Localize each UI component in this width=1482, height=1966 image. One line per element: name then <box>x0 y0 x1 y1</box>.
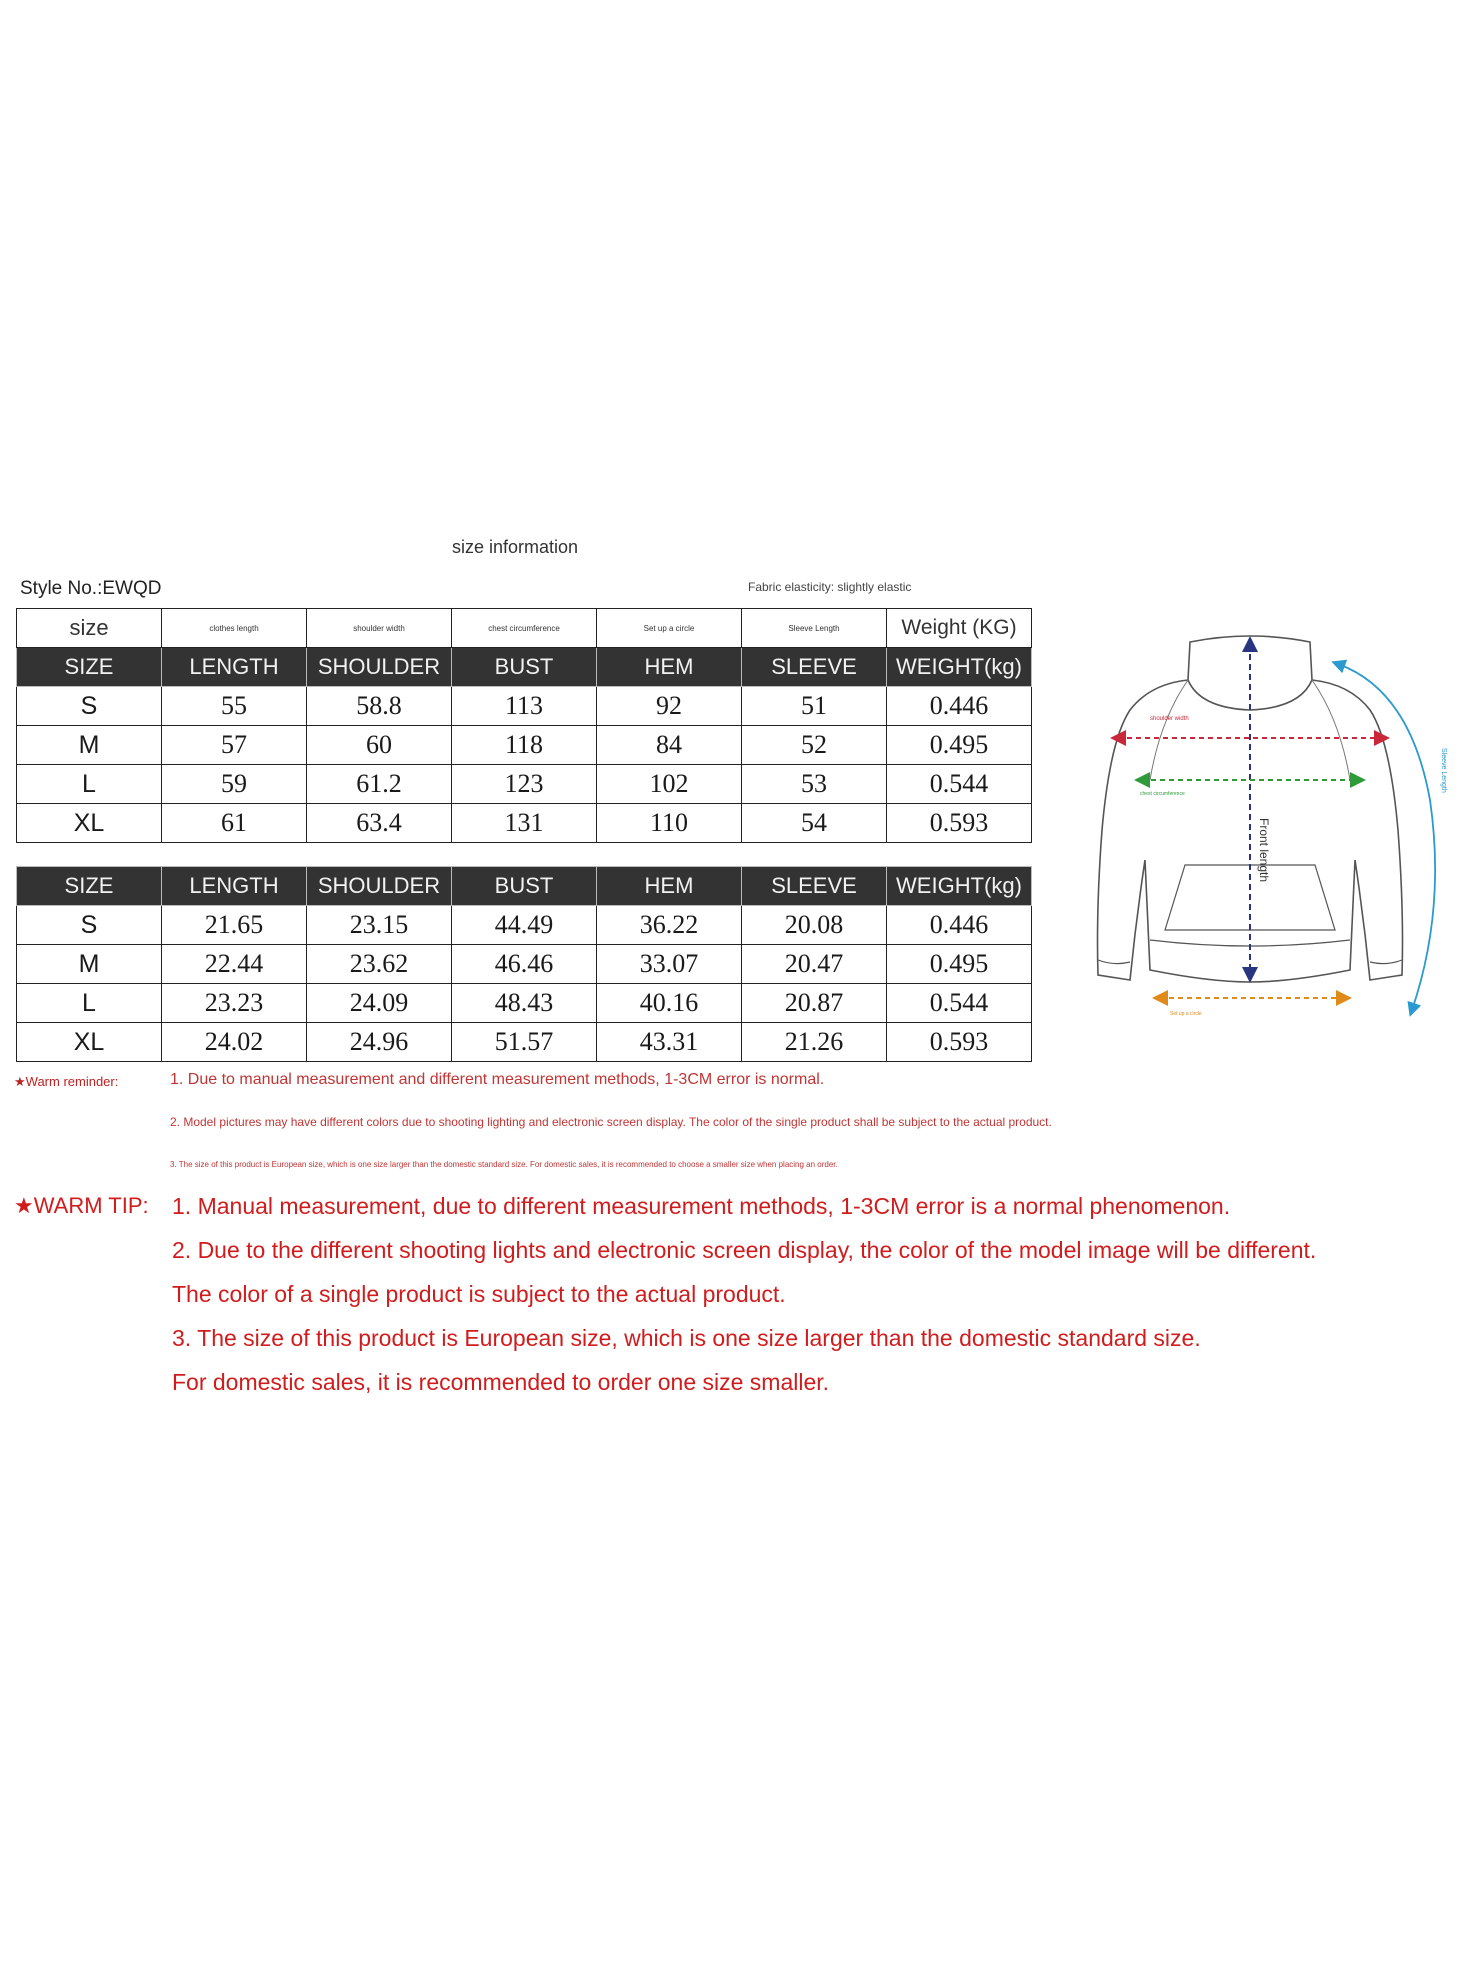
reminder-note-3: 3. The size of this product is European size, which is one size larger than the domestic standard size. For domestic sales, it is recommended to choose a smaller size when placing an order. <box>170 1160 838 1169</box>
table-cell: 59 <box>162 765 307 804</box>
table-header-row <box>17 648 1032 687</box>
warm-tip-line-3: The color of a single product is subject to the actual product. <box>172 1281 786 1307</box>
warm-tip-line-2: 2. Due to the different shooting lights and electronic screen display, the color of the model image will be different. <box>172 1237 1317 1263</box>
column-header: BUST <box>452 867 597 906</box>
table-cell: 20.87 <box>742 984 887 1023</box>
table-cell: M <box>17 945 162 984</box>
sleeve-length-label: Sleeve Length <box>1440 748 1447 793</box>
hoodie-svg <box>1090 630 1470 1030</box>
front-length-label: Front length <box>1257 818 1271 883</box>
chest-label: chest circumference <box>1140 791 1185 797</box>
desc-cell: Set up a circle <box>597 609 742 648</box>
table-cell: 24.09 <box>307 984 452 1023</box>
sleeve-arrow <box>1338 664 1435 1010</box>
table-cell: 61.2 <box>307 765 452 804</box>
table-cell: 23.15 <box>307 906 452 945</box>
table-cell: 53 <box>742 765 887 804</box>
table-cell: 33.07 <box>597 945 742 984</box>
table-cell: 123 <box>452 765 597 804</box>
table-cell: 23.62 <box>307 945 452 984</box>
table-cell: 22.44 <box>162 945 307 984</box>
warm-tip-line-5: For domestic sales, it is recommended to order one size smaller. <box>172 1369 830 1395</box>
table-cell: 102 <box>597 765 742 804</box>
reminder-note-1: 1. Due to manual measurement and different measurement methods, 1-3CM error is normal. <box>170 1071 825 1088</box>
column-header: SLEEVE <box>742 648 887 687</box>
table-desc-row <box>17 609 1032 648</box>
table-cell: 24.96 <box>307 1023 452 1062</box>
shoulder-label: shoulder width <box>1150 716 1189 722</box>
table-cell: 84 <box>597 726 742 765</box>
table-cell: 24.02 <box>162 1023 307 1062</box>
column-header: HEM <box>597 648 742 687</box>
left-cuff <box>1098 960 1130 964</box>
table-cell: 131 <box>452 804 597 843</box>
column-header: SIZE <box>17 867 162 906</box>
size-table-cm <box>16 608 1032 843</box>
table-cell: M <box>17 726 162 765</box>
column-header: WEIGHT(kg) <box>887 867 1032 906</box>
table-cell: 0.593 <box>887 1023 1032 1062</box>
table-row <box>17 804 1032 843</box>
table-row <box>17 906 1032 945</box>
desc-cell: Sleeve Length <box>742 609 887 648</box>
desc-cell: chest circumference <box>452 609 597 648</box>
column-header: HEM <box>597 867 742 906</box>
table-header-row <box>17 867 1032 906</box>
table-row <box>17 687 1032 726</box>
table-cell: 21.65 <box>162 906 307 945</box>
table-cell: L <box>17 984 162 1023</box>
fabric-elasticity: Fabric elasticity: slightly elastic <box>748 580 912 594</box>
table-cell: 0.446 <box>887 906 1032 945</box>
column-header: LENGTH <box>162 648 307 687</box>
table-row <box>17 945 1032 984</box>
desc-cell: size <box>17 609 162 648</box>
table-cell: 118 <box>452 726 597 765</box>
desc-cell: Weight (KG) <box>887 609 1032 648</box>
table-cell: 0.544 <box>887 765 1032 804</box>
column-header: LENGTH <box>162 867 307 906</box>
table-row <box>17 765 1032 804</box>
table-cell: 54 <box>742 804 887 843</box>
table-cell: 0.446 <box>887 687 1032 726</box>
table-cell: 36.22 <box>597 906 742 945</box>
table-cell: 55 <box>162 687 307 726</box>
column-header: SLEEVE <box>742 867 887 906</box>
column-header: SHOULDER <box>307 648 452 687</box>
column-header: BUST <box>452 648 597 687</box>
table-row <box>17 1023 1032 1062</box>
right-raglan-seam <box>1312 680 1350 780</box>
table-cell: 43.31 <box>597 1023 742 1062</box>
table-cell: 113 <box>452 687 597 726</box>
table-cell: 110 <box>597 804 742 843</box>
table-cell: 61 <box>162 804 307 843</box>
right-cuff <box>1370 960 1402 964</box>
column-header: SIZE <box>17 648 162 687</box>
table-cell: 51 <box>742 687 887 726</box>
table-cell: 0.593 <box>887 804 1032 843</box>
table-row <box>17 726 1032 765</box>
table-cell: 23.23 <box>162 984 307 1023</box>
table-row <box>17 984 1032 1023</box>
table-cell: 92 <box>597 687 742 726</box>
warm-tip-line-4: 3. The size of this product is European size, which is one size larger than the domestic standard size. <box>172 1325 1201 1351</box>
table-cell: 44.49 <box>452 906 597 945</box>
table-cell: 51.57 <box>452 1023 597 1062</box>
table-cell: 60 <box>307 726 452 765</box>
table-cell: S <box>17 687 162 726</box>
left-raglan-seam <box>1150 680 1188 780</box>
reminder-note-2: 2. Model pictures may have different colors due to shooting lighting and electronic screen display. The color of the single product shall be subject to the actual product. <box>170 1115 1052 1129</box>
table-cell: 48.43 <box>452 984 597 1023</box>
warm-tip-line-1: 1. Manual measurement, due to different measurement methods, 1-3CM error is a normal phenomenon. <box>172 1193 1231 1219</box>
desc-cell: clothes length <box>162 609 307 648</box>
table-cell: L <box>17 765 162 804</box>
table-cell: 21.26 <box>742 1023 887 1062</box>
style-number: Style No.:EWQD <box>20 578 162 599</box>
table-cell: 46.46 <box>452 945 597 984</box>
table-cell: 52 <box>742 726 887 765</box>
size-table-inch <box>16 866 1032 1062</box>
table-cell: 0.544 <box>887 984 1032 1023</box>
column-header: SHOULDER <box>307 867 452 906</box>
table-cell: 63.4 <box>307 804 452 843</box>
table-cell: 20.47 <box>742 945 887 984</box>
table-cell: 40.16 <box>597 984 742 1023</box>
table-cell: S <box>17 906 162 945</box>
column-header: WEIGHT(kg) <box>887 648 1032 687</box>
table-cell: XL <box>17 1023 162 1062</box>
hem-label: Set up a circle <box>1170 1011 1202 1017</box>
table-cell: 0.495 <box>887 945 1032 984</box>
page-title: size information <box>452 537 579 557</box>
hoodie-measurement-diagram <box>1090 630 1470 1030</box>
table-cell: 57 <box>162 726 307 765</box>
table-cell: 58.8 <box>307 687 452 726</box>
desc-cell: shoulder width <box>307 609 452 648</box>
table-cell: 20.08 <box>742 906 887 945</box>
warm-tip-label: ★WARM TIP: <box>14 1193 149 1218</box>
table-cell: 0.495 <box>887 726 1032 765</box>
table-cell: XL <box>17 804 162 843</box>
warm-reminder-label: ★Warm reminder: <box>14 1074 119 1089</box>
